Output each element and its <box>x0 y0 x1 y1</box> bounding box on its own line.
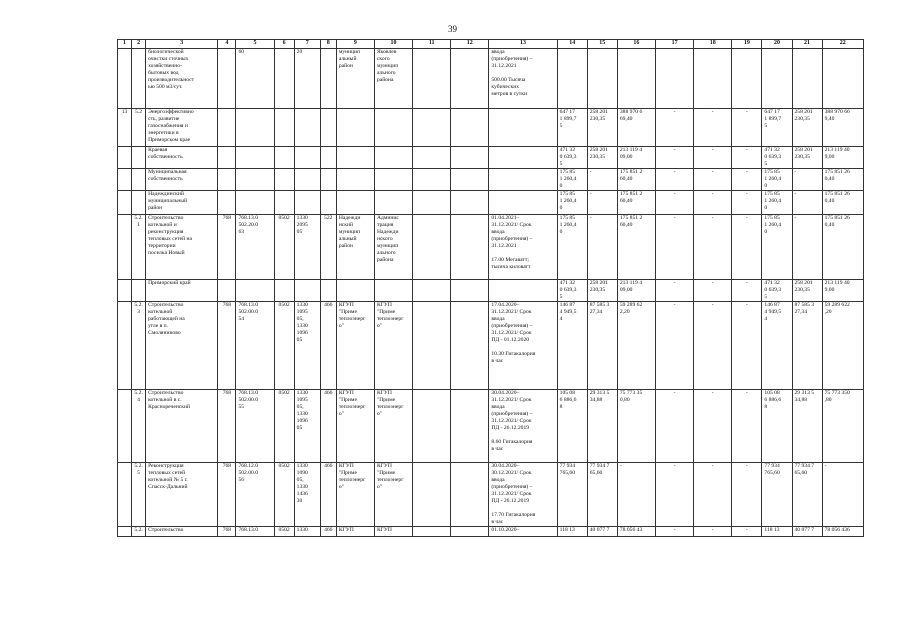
table-cell <box>118 49 132 109</box>
table-cell <box>132 169 146 191</box>
table-row <box>118 302 864 390</box>
table-cell: - <box>732 280 762 302</box>
table-cell: КГУП "Приме теплоэнерг o" <box>336 302 374 390</box>
table-cell: 768.13.0 <box>236 527 274 537</box>
table-cell: 175 85 1 260,4 0 <box>762 191 792 215</box>
table-cell: Яковлев ского муницип ального района <box>374 49 412 109</box>
table-cell: 768 <box>218 463 236 527</box>
table-cell: 768.13.0 502.00.0 54 <box>236 302 274 390</box>
table-cell <box>320 169 336 191</box>
table-cell <box>557 49 587 109</box>
table-cell: - <box>656 109 694 147</box>
table-cell: - <box>694 280 732 302</box>
table-cell <box>236 147 274 169</box>
table-cell <box>274 147 294 169</box>
column-header: 19 <box>732 40 762 49</box>
table-cell <box>294 109 320 147</box>
table-cell <box>320 280 336 302</box>
table-cell <box>413 302 451 390</box>
table-cell <box>118 527 132 537</box>
table-cell <box>656 49 694 109</box>
table-cell <box>451 527 489 537</box>
table-cell: 1330 2095 05 <box>294 215 320 280</box>
table-cell <box>413 147 451 169</box>
table-cell <box>489 109 557 147</box>
table-cell <box>236 109 274 147</box>
table-cell: - <box>656 215 694 280</box>
table-cell <box>320 191 336 215</box>
table-cell: муницип альный район <box>336 49 374 109</box>
table-cell: 466 <box>320 463 336 527</box>
table-row <box>118 527 864 537</box>
table-cell: 768.13.0 502.00.0 55 <box>236 390 274 463</box>
column-header: 15 <box>587 40 617 49</box>
table-cell: - <box>732 109 762 147</box>
table-cell: - <box>732 527 762 537</box>
column-header: 12 <box>451 40 489 49</box>
table-cell: 213 119 4 09,00 <box>617 147 655 169</box>
program-table <box>117 39 864 537</box>
table-cell <box>294 147 320 169</box>
table-cell <box>132 280 146 302</box>
table-cell: 17.04.2020– 31.12.2021/ Срок ввода (приобретения) – 31.12.2021/ Срок ПД - 01.12.2020 10.30 Гигакалория в час <box>489 302 557 390</box>
column-header: 5 <box>236 40 274 49</box>
table-cell: 40 077 7 <box>587 527 617 537</box>
table-cell: - <box>694 215 732 280</box>
table-cell <box>274 109 294 147</box>
column-header: 16 <box>617 40 655 49</box>
table-cell: - <box>587 191 617 215</box>
table-cell: Реконструкция тепловых сетей котельной № 5 г. Спасск-Дальний <box>146 463 218 527</box>
table-cell <box>451 147 489 169</box>
table-cell: 78 056 43 <box>617 527 655 537</box>
table-cell: 13 <box>118 109 132 147</box>
table-cell: 118 13 <box>762 527 792 537</box>
table-cell: Краевая собственность <box>146 147 218 169</box>
table-cell <box>236 169 274 191</box>
table-cell <box>451 169 489 191</box>
table-cell <box>320 109 336 147</box>
table-cell: Энергоэффективно сть, развитие газоснабжения и энергетики в Приморском крае <box>146 109 218 147</box>
table-cell: - <box>694 302 732 390</box>
table-cell: КГУП <box>336 527 374 537</box>
table-cell <box>822 49 863 109</box>
table-row <box>118 109 864 147</box>
table-cell: - <box>822 463 863 527</box>
table-cell: - <box>792 169 822 191</box>
table-cell: 5.2. 5 <box>132 463 146 527</box>
table-cell: - <box>732 215 762 280</box>
table-cell: 175 851 26 0,40 <box>822 169 863 191</box>
table-cell: 1330 1095 05, 1330 1096 05 <box>294 390 320 463</box>
table-cell <box>118 280 132 302</box>
table-cell: 471 32 0 639,3 5 <box>762 280 792 302</box>
table-cell <box>218 109 236 147</box>
table-cell: - <box>587 215 617 280</box>
table-cell: Строительство <box>146 527 218 537</box>
table-row <box>118 280 864 302</box>
table-cell: 258 201 230,35 <box>792 280 822 302</box>
table-cell: 768.13.0 502.20.0 63 <box>236 215 274 280</box>
table-cell: 213 119 4 09,00 <box>617 280 655 302</box>
table-cell <box>587 49 617 109</box>
table-cell: Админис трация Надежди нского муницип ального района <box>374 215 412 280</box>
table-cell: 40 077 7 <box>792 527 822 537</box>
table-cell <box>218 49 236 109</box>
table-cell: 768 <box>218 527 236 537</box>
table-cell: 466 <box>320 302 336 390</box>
table-cell: 258 201 230,35 <box>792 147 822 169</box>
table-cell: 768 <box>218 215 236 280</box>
table-cell: 471 32 0 639,3 5 <box>762 147 792 169</box>
table-cell: 175 85 1 260,4 0 <box>762 215 792 280</box>
table-cell <box>451 109 489 147</box>
table-cell: 1330 1090 05, 1330 1436 30 <box>294 463 320 527</box>
table-cell: 01.10.2020– <box>489 527 557 537</box>
table-cell <box>274 169 294 191</box>
table-cell <box>336 169 374 191</box>
table-cell <box>374 147 412 169</box>
table-cell: - <box>694 463 732 527</box>
table-cell: 105 08 6 886,6 8 <box>557 390 587 463</box>
column-header: 21 <box>792 40 822 49</box>
table-cell <box>236 280 274 302</box>
table-cell <box>792 49 822 109</box>
column-header: 13 <box>489 40 557 49</box>
table-cell: - <box>792 191 822 215</box>
table-cell <box>336 280 374 302</box>
table-cell: - <box>732 463 762 527</box>
table-cell: - <box>656 169 694 191</box>
table-cell: 01.04.2021– 31.12.2021/ Срок ввода (приобретения) – 31.12.2021 17.00 Мегаватт; тысяча киловатт <box>489 215 557 280</box>
table-cell: - <box>656 302 694 390</box>
table-cell <box>451 302 489 390</box>
column-header: 7 <box>294 40 320 49</box>
table-cell: 466 <box>320 527 336 537</box>
table-cell <box>118 147 132 169</box>
table-cell: 87 585 3 27,34 <box>587 302 617 390</box>
table-cell <box>218 169 236 191</box>
table-cell <box>374 280 412 302</box>
table-cell: КГУП "Приме теплоэнерг o" <box>374 302 412 390</box>
table-cell <box>374 191 412 215</box>
table-row <box>118 147 864 169</box>
table-cell <box>762 49 792 109</box>
column-header: 8 <box>320 40 336 49</box>
table-cell: - <box>694 147 732 169</box>
table-cell: 59 289 62 2,20 <box>617 302 655 390</box>
table-cell <box>118 169 132 191</box>
column-header: 17 <box>656 40 694 49</box>
column-header: 4 <box>218 40 236 49</box>
table-cell: 105 08 6 886,6 8 <box>762 390 792 463</box>
table-cell: 175 85 1 260,4 0 <box>557 215 587 280</box>
table-cell: 388 970 66 9,40 <box>822 109 863 147</box>
table-cell: КГУП "Приме теплоэнерг o" <box>374 390 412 463</box>
table-cell: биологической очистки сточных хозяйственно- бытовых вод производительност ью 500 м3/сут. <box>146 49 218 109</box>
table-cell <box>413 463 451 527</box>
table-row <box>118 191 864 215</box>
table-cell <box>132 191 146 215</box>
table-cell: 175 851 26 0,40 <box>822 215 863 280</box>
table-cell: 5.2 <box>132 109 146 147</box>
table-cell <box>413 49 451 109</box>
table-cell: - <box>732 191 762 215</box>
table-row <box>118 390 864 463</box>
table-cell: 175 851 2 60,40 <box>617 191 655 215</box>
table-cell: 5.2. 3 <box>132 302 146 390</box>
table-cell: КГУП "Приме теплоэнерг o" <box>374 463 412 527</box>
table-cell: 5.2. 1 <box>132 215 146 280</box>
table-cell <box>294 280 320 302</box>
table-cell: 768.12.0 502.00.0 56 <box>236 463 274 527</box>
table-cell <box>320 49 336 109</box>
table-cell <box>118 463 132 527</box>
table-cell: 78 056 436 <box>822 527 863 537</box>
table-cell <box>336 191 374 215</box>
table-cell: 0502 <box>274 302 294 390</box>
table-cell: 5.2. <box>132 527 146 537</box>
table-cell <box>489 147 557 169</box>
column-header: 9 <box>336 40 374 49</box>
table-cell: - <box>656 527 694 537</box>
table-cell: КГУП <box>374 527 412 537</box>
table-row <box>118 49 864 109</box>
table-cell: 146 87 4 949,5 4 <box>557 302 587 390</box>
table-cell <box>413 527 451 537</box>
table-cell <box>218 191 236 215</box>
table-cell: - <box>694 169 732 191</box>
table-cell: - <box>732 169 762 191</box>
table-cell: - <box>656 280 694 302</box>
column-header: 6 <box>274 40 294 49</box>
table-cell <box>218 280 236 302</box>
table-cell <box>294 191 320 215</box>
table-cell <box>274 191 294 215</box>
table-cell <box>274 280 294 302</box>
table-cell: 388 970 6 69,40 <box>617 109 655 147</box>
table-cell <box>118 390 132 463</box>
table-cell <box>451 215 489 280</box>
table-cell: 471 32 0 639,3 5 <box>557 280 587 302</box>
table-cell <box>320 147 336 169</box>
table-cell: 175 851 26 0,40 <box>822 191 863 215</box>
table-cell: - <box>732 390 762 463</box>
table-cell <box>413 215 451 280</box>
table-cell: - <box>792 215 822 280</box>
table-cell: КГУП "Приме теплоэнерг o" <box>336 390 374 463</box>
table-cell <box>451 280 489 302</box>
table-cell: Строительство котельной в с. Краснореченский <box>146 390 218 463</box>
table-cell: - <box>617 463 655 527</box>
table-cell <box>236 191 274 215</box>
table-cell <box>489 191 557 215</box>
table-cell: - <box>694 390 732 463</box>
column-header: 1 <box>118 40 132 49</box>
table-cell <box>489 169 557 191</box>
table-cell: 75 773 35 0,80 <box>617 390 655 463</box>
table-cell <box>336 147 374 169</box>
table-cell <box>132 147 146 169</box>
table-cell: 59 289 622 ,20 <box>822 302 863 390</box>
table-cell: - <box>694 191 732 215</box>
table-cell <box>451 49 489 109</box>
table-cell: - <box>656 147 694 169</box>
table-cell <box>489 280 557 302</box>
table-cell: 77 934 765,60 <box>762 463 792 527</box>
table-cell: 0502 <box>274 463 294 527</box>
table-cell: 471 32 0 639,3 5 <box>557 147 587 169</box>
table-cell: 30.04.2020– 30.12.2021/ Срок ввода (приобретения) – 31.12.2021/ Срок ПД - 26.12.2019 17.70 Гигакалория в час <box>489 463 557 527</box>
table-cell: Надежди нский муницип альный район <box>336 215 374 280</box>
table-row <box>118 463 864 527</box>
table-cell <box>218 147 236 169</box>
column-header: 18 <box>694 40 732 49</box>
table-cell: 0502 <box>274 527 294 537</box>
table-cell: 1330 <box>294 527 320 537</box>
table-cell: - <box>587 169 617 191</box>
table-cell: 30.04.2020– 31.12.2021/ Срок ввода (приобретения) – 31.12.2021/ Срок ПД - 26.12.2019 8.60 Гигакалория в час <box>489 390 557 463</box>
table-cell: 258 201 230,35 <box>792 109 822 147</box>
table-cell: Муниципальная собственность <box>146 169 218 191</box>
table-cell <box>413 280 451 302</box>
table-cell: - <box>732 147 762 169</box>
table-cell <box>413 390 451 463</box>
table-cell <box>294 169 320 191</box>
table-cell: 466 <box>320 390 336 463</box>
column-header: 22 <box>822 40 863 49</box>
table-cell <box>694 49 732 109</box>
table-cell: Надеждинский муниципальный район <box>146 191 218 215</box>
table-cell <box>118 302 132 390</box>
table-cell: Приморский край <box>146 280 218 302</box>
table-cell <box>413 191 451 215</box>
table-row <box>118 215 864 280</box>
table-cell: - <box>694 527 732 537</box>
table-cell: 175 85 1 260,4 0 <box>762 169 792 191</box>
table-cell: 213 119 40 9,00 <box>822 280 863 302</box>
table-cell: 258 201 230,35 <box>587 280 617 302</box>
table-cell: 213 119 40 9,00 <box>822 147 863 169</box>
table-row <box>118 169 864 191</box>
table-cell <box>374 109 412 147</box>
column-header: 10 <box>374 40 412 49</box>
table-cell: 768 <box>218 302 236 390</box>
table-cell <box>732 49 762 109</box>
table-cell <box>336 109 374 147</box>
table-cell <box>132 49 146 109</box>
table-cell: 0502 <box>274 390 294 463</box>
table-cell <box>451 390 489 463</box>
column-header: 3 <box>146 40 218 49</box>
table-cell: ввода (приобретения) – 31.12.2021 500.00 Тысяча кубических метров в сутки <box>489 49 557 109</box>
table-cell: 175 851 2 60,40 <box>617 169 655 191</box>
table-cell: 0502 <box>274 215 294 280</box>
table-cell: - <box>656 191 694 215</box>
table-cell: - <box>656 463 694 527</box>
table-cell: 29 313 5 34,88 <box>792 390 822 463</box>
page-number: 39 <box>448 24 457 34</box>
table-cell: 647 17 1 899,7 5 <box>762 109 792 147</box>
table-cell <box>413 169 451 191</box>
table-cell: 647 17 1 899,7 5 <box>557 109 587 147</box>
column-header: 2 <box>132 40 146 49</box>
table-cell: 522 <box>320 215 336 280</box>
table-header-row <box>118 40 864 49</box>
table-cell: 5.2. 4 <box>132 390 146 463</box>
table-cell <box>274 49 294 109</box>
table-cell: - <box>656 390 694 463</box>
table-cell <box>451 191 489 215</box>
table-cell <box>413 109 451 147</box>
table-cell: 768 <box>218 390 236 463</box>
table-cell <box>617 49 655 109</box>
table-cell: 146 87 4 949,5 4 <box>762 302 792 390</box>
column-header: 11 <box>413 40 451 49</box>
table-cell: 175 85 1 260,4 0 <box>557 169 587 191</box>
table-cell: 175 851 2 60,40 <box>617 215 655 280</box>
column-header: 14 <box>557 40 587 49</box>
table-cell: 258 201 230,35 <box>587 109 617 147</box>
table-cell: КГУП "Приме теплоэнерг o" <box>336 463 374 527</box>
table-cell: 77 934 765,60 <box>557 463 587 527</box>
table-cell: 175 85 1 260,4 0 <box>557 191 587 215</box>
table-cell: 258 201 230,35 <box>587 147 617 169</box>
table-cell: 77 934 7 65,60 <box>587 463 617 527</box>
table-cell: - <box>694 109 732 147</box>
table-cell: 29 313 5 34,88 <box>587 390 617 463</box>
table-cell: 118 13 <box>557 527 587 537</box>
table-cell: 77 934 7 65,60 <box>792 463 822 527</box>
table-cell <box>451 463 489 527</box>
column-header: 20 <box>762 40 792 49</box>
table-cell <box>118 191 132 215</box>
table-cell: Строительство котельной работающей на угле в п. Смоляниново <box>146 302 218 390</box>
table-cell <box>118 215 132 280</box>
table-cell: Строительство котельной и реконструкция тепловых сетей на территории поселка Новый <box>146 215 218 280</box>
table-cell: - <box>732 302 762 390</box>
table-cell: 20 <box>294 49 320 109</box>
table-cell: 87 585 3 27,34 <box>792 302 822 390</box>
table-cell: 1330 1095 05, 1330 1096 05 <box>294 302 320 390</box>
table-cell <box>374 169 412 191</box>
table-cell: 75 773 350 ,80 <box>822 390 863 463</box>
table-cell: 60 <box>236 49 274 109</box>
